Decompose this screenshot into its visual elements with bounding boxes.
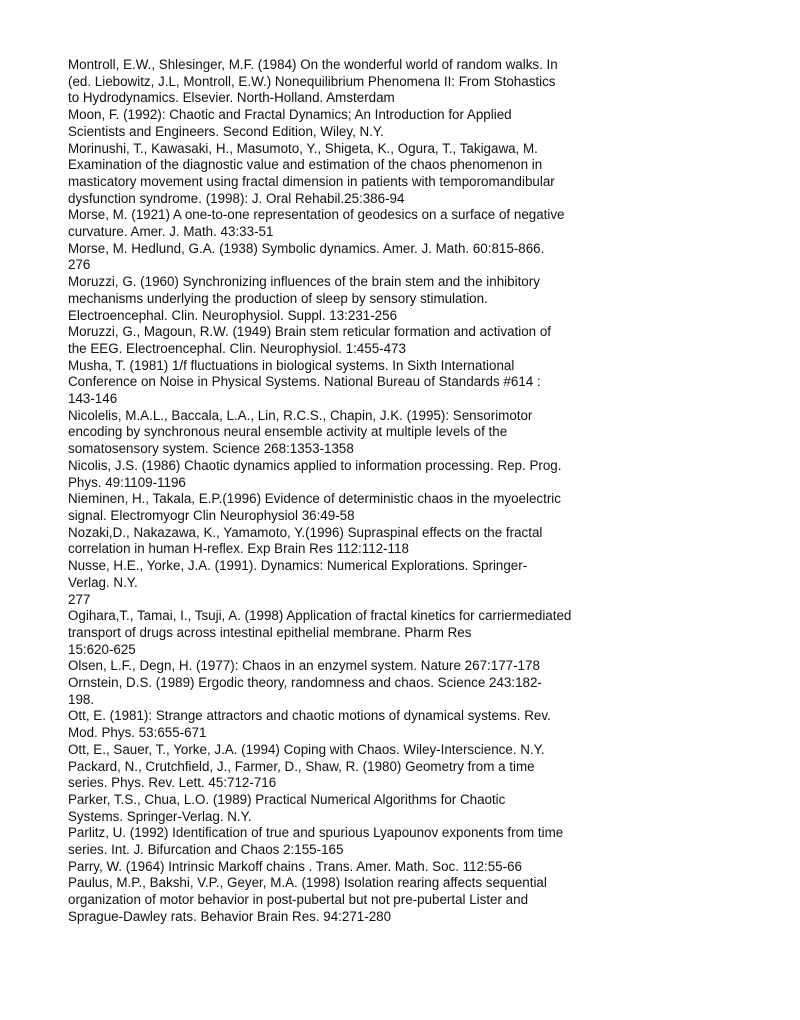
text-line: Olsen, L.F., Degn, H. (1977): Chaos in an enzymel system. Nature 267:177-178 bbox=[68, 658, 540, 674]
text-line: 143-146 bbox=[68, 391, 118, 407]
text-line: transport of drugs across intestinal epithelial membrane. Pharm Res bbox=[68, 624, 472, 640]
text-line: the EEG. Electroencephal. Clin. Neurophysiol. 1:455-473 bbox=[68, 340, 406, 356]
text-line: Nicolis, J.S. (1986) Chaotic dynamics applied to information processing. Rep. Prog. bbox=[68, 457, 562, 473]
text-line: dysfunction syndrome. (1998): J. Oral Rehabil.25:386-94 bbox=[68, 190, 405, 206]
text-line: 198. bbox=[68, 691, 95, 707]
text-line: Conference on Noise in Physical Systems. National Bureau of Standards #614 : bbox=[68, 374, 541, 390]
text-line: Morse, M. (1921) A one-to-one representation of geodesics on a surface of negative bbox=[68, 207, 565, 223]
text-line: organization of motor behavior in post-pubertal but not pre-pubertal Lister and bbox=[68, 892, 529, 908]
text-line: somatosensory system. Science 268:1353-1358 bbox=[68, 441, 354, 457]
text-line: Ott, E. (1981): Strange attractors and chaotic motions of dynamical systems. Rev. bbox=[68, 708, 551, 724]
text-line: Musha, T. (1981) 1/f fluctuations in biological systems. In Sixth International bbox=[68, 357, 515, 373]
text-line: Sprague-Dawley rats. Behavior Brain Res. 94:271-280 bbox=[68, 908, 392, 924]
page-number: 277 bbox=[68, 591, 91, 607]
text-line: Ott, E., Sauer, T., Yorke, J.A. (1994) Coping with Chaos. Wiley-Interscience. N.Y. bbox=[68, 741, 545, 757]
text-line: Parker, T.S., Chua, L.O. (1989) Practical Numerical Algorithms for Chaotic bbox=[68, 791, 506, 807]
text-line: Moruzzi, G., Magoun, R.W. (1949) Brain stem reticular formation and activation of bbox=[68, 324, 552, 340]
text-line: Systems. Springer-Verlag. N.Y. bbox=[68, 808, 252, 824]
text-line: Moon, F. (1992): Chaotic and Fractal Dynamics; An Introduction for Applied bbox=[68, 107, 512, 123]
text-line: Phys. 49:1109-1196 bbox=[68, 474, 186, 490]
text-line: Nozaki,D., Nakazawa, K., Yamamoto, Y.(1996) Supraspinal effects on the fractal bbox=[68, 524, 543, 540]
text-line: Morse, M. Hedlund, G.A. (1938) Symbolic dynamics. Amer. J. Math. 60:815-866. bbox=[68, 240, 545, 256]
text-line: series. Phys. Rev. Lett. 45:712-716 bbox=[68, 775, 277, 791]
text-line: Scientists and Engineers. Second Edition, Wiley, N.Y. bbox=[68, 123, 384, 139]
text-line: Parlitz, U. (1992) Identification of true and spurious Lyapounov exponents from time bbox=[68, 825, 564, 841]
text-line: Nusse, H.E., Yorke, J.A. (1991). Dynamics: Numerical Explorations. Springer- bbox=[68, 558, 528, 574]
text-line: Examination of the diagnostic value and estimation of the chaos phenomenon in bbox=[68, 157, 543, 173]
text-line: Ornstein, D.S. (1989) Ergodic theory, randomness and chaos. Science 243:182- bbox=[68, 675, 542, 691]
text-line: correlation in human H-reflex. Exp Brain Res 112:112-118 bbox=[68, 541, 409, 557]
text-line: Packard, N., Crutchfield, J., Farmer, D., Shaw, R. (1980) Geometry from a time bbox=[68, 758, 535, 774]
text-line: series. Int. J. Bifurcation and Chaos 2:155-165 bbox=[68, 842, 344, 858]
text-line: Nicolelis, M.A.L., Baccala, L.A., Lin, R.C.S., Chapin, J.K. (1995): Sensorimotor bbox=[68, 407, 533, 423]
text-line: to Hydrodynamics. Elsevier. North-Holland. Amsterdam bbox=[68, 90, 395, 106]
text-line: curvature. Amer. J. Math. 43:33-51 bbox=[68, 224, 274, 240]
text-line: encoding by synchronous neural ensemble activity at multiple levels of the bbox=[68, 424, 508, 440]
text-line: masticatory movement using fractal dimension in patients with temporomandibular bbox=[68, 173, 555, 189]
text-line: 15:620-625 bbox=[68, 641, 136, 657]
text-line: Mod. Phys. 53:655-671 bbox=[68, 725, 207, 741]
reference-list bbox=[68, 57, 668, 926]
text-line: mechanisms underlying the production of sleep by sensory stimulation. bbox=[68, 290, 488, 306]
text-line: Morinushi, T., Kawasaki, H., Masumoto, Y., Shigeta, K., Ogura, T., Takigawa, M. bbox=[68, 140, 538, 156]
text-line: Paulus, M.P., Bakshi, V.P., Geyer, M.A. (1998) Isolation rearing affects sequential bbox=[68, 875, 547, 891]
text-line: Montroll, E.W., Shlesinger, M.F. (1984) On the wonderful world of random walks. In bbox=[68, 57, 558, 72]
text-line: (ed. Liebowitz, J.L, Montroll, E.W.) Nonequilibrium Phenomena II: From Stohastics bbox=[68, 73, 556, 89]
text-line: Ogihara,T., Tamai, I., Tsuji, A. (1998) Application of fractal kinetics for carriermediated bbox=[68, 608, 572, 624]
page-number: 276 bbox=[68, 257, 91, 273]
text-line: signal. Electromyogr Clin Neurophysiol 36:49-58 bbox=[68, 507, 355, 523]
text-line: Moruzzi, G. (1960) Synchronizing influences of the brain stem and the inhibitory bbox=[68, 274, 540, 290]
text-line: Parry, W. (1964) Intrinsic Markoff chains . Trans. Amer. Math. Soc. 112:55-66 bbox=[68, 858, 522, 874]
text-line: Verlag. N.Y. bbox=[68, 574, 138, 590]
text-line: Electroencephal. Clin. Neurophysiol. Suppl. 13:231-256 bbox=[68, 307, 398, 323]
text-line: Nieminen, H., Takala, E.P.(1996) Evidence of deterministic chaos in the myoelectric bbox=[68, 491, 561, 507]
